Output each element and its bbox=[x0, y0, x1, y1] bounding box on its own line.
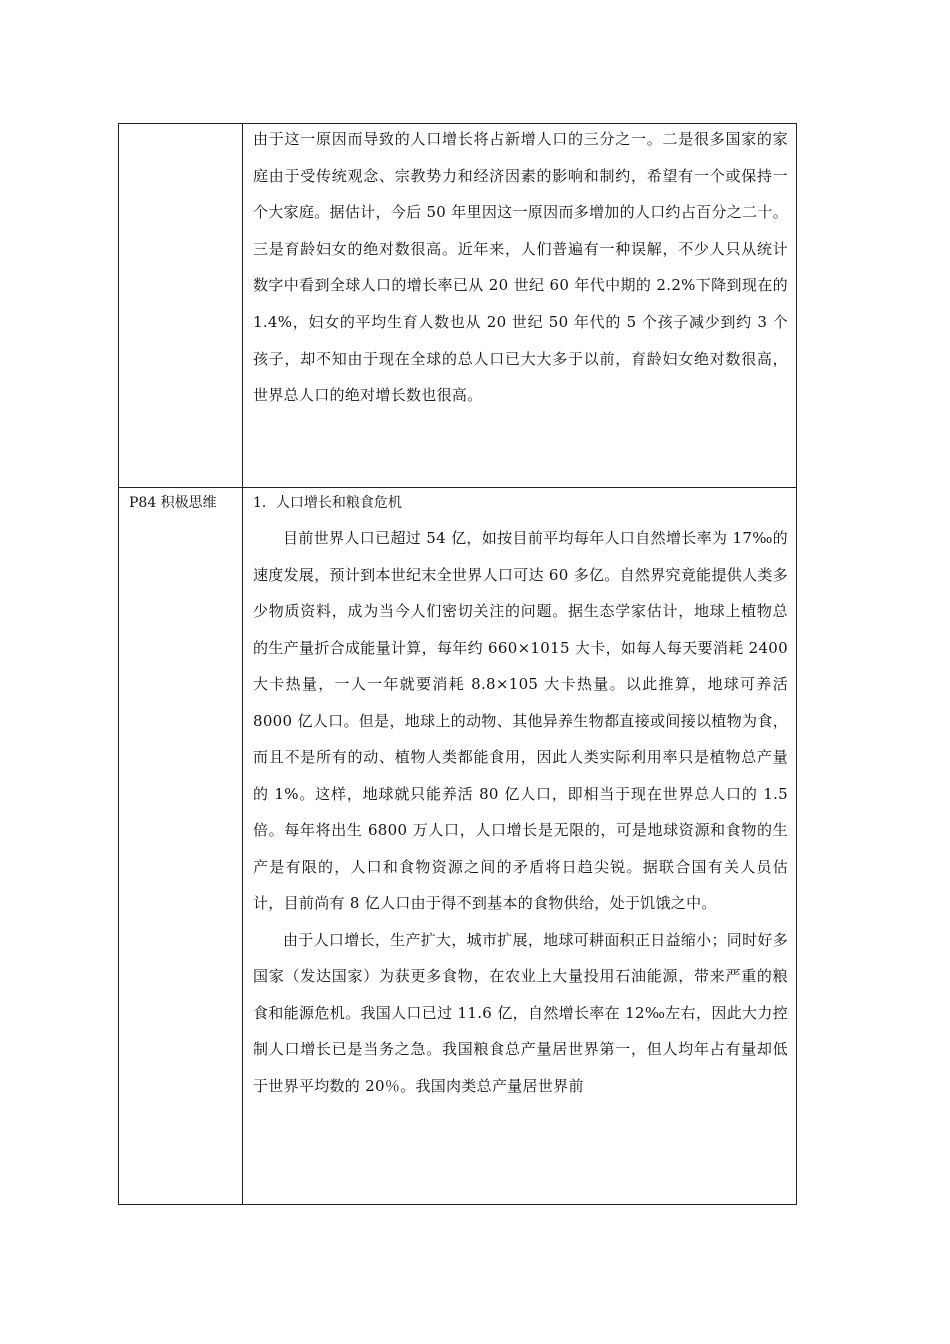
row-label: P84 积极思维 bbox=[129, 495, 217, 511]
table-row bbox=[119, 488, 797, 1205]
label-cell bbox=[119, 124, 243, 488]
paragraph: 目前世界人口已超过 54 亿，如按目前平均每年人口自然增长率为 17‰的速度发展，预计到本世纪末全世界人口可达 60 多亿。自然界究竟能提供人类多少物质资料，成为当今人们密切关注的问题。据生态学家估计，地球上植物总的生产量折合成能量计算，每年约 660×1015 大卡，如每人每天要消耗 2400 大卡热量，一人一年就要消耗 8.8×105 大卡热量。以此推算，地球可养活 8000 亿人口。但是，地球上的动物、其他异养生物都直接或间接以植物为食，而且不是所有的动、植物人类都能食用，因此人类实际利用率只是植物总产量的 1%。这样，地球就只能养活 80 亿人口，即相当于现在世界总人口的 1.5 倍。每年将出生 6800 万人口，人口增长是无限的，可是地球资源和食物的生产是有限的，人口和食物资源之间的矛盾将日趋尖锐。据联合国有关人员估计，目前尚有 8 亿人口由于得不到基本的食物供给，处于饥饿之中。 bbox=[253, 529, 788, 912]
body-text bbox=[243, 520, 796, 1104]
table-row bbox=[119, 124, 797, 488]
paragraph: 由于人口增长，生产扩大，城市扩展，地球可耕面积正日益缩小；同时好多国家（发达国家）为获更多食物，在农业上大量投用石油能源，带来严重的粮食和能源危机。我国人口已过 11.6 亿，自然增长率在 12‰左右，因此大力控制人口增长已是当务之急。我国粮食总产量居世界第一，但人均年占有量却低于世界平均数的 20％。我国肉类总产量居世界前 bbox=[253, 930, 788, 1095]
paragraph: 由于这一原因而导致的人口增长将占新增人口的三分之一。二是很多国家的家庭由于受传统观念、宗教势力和经济因素的影响和制约，希望有一个或保持一个大家庭。据估计，今后 50 年里因这一原因而多增加的人口约占百分之二十。三是育龄妇女的绝对数很高。近年来，人们普遍有一种误解，不少人只从统计数字中看到全球人口的增长率已从 20 世纪 60 年代中期的 2.2%下降到现在的 1.4%，妇女的平均生育人数也从 20 世纪 50 年代的 5 个孩子减少到约 3 个孩子，却不知由于现在全球的总人口已大大多于以前，育龄妇女绝对数很高，世界总人口的绝对增长数也很高。 bbox=[253, 130, 788, 405]
row-label bbox=[119, 124, 242, 130]
content-table bbox=[118, 123, 797, 1205]
content-cell bbox=[243, 488, 797, 1205]
label-cell bbox=[119, 488, 243, 1205]
section-heading: 1．人口增长和粮食危机 bbox=[253, 495, 402, 511]
body-text bbox=[243, 121, 796, 414]
content-cell bbox=[243, 124, 797, 488]
